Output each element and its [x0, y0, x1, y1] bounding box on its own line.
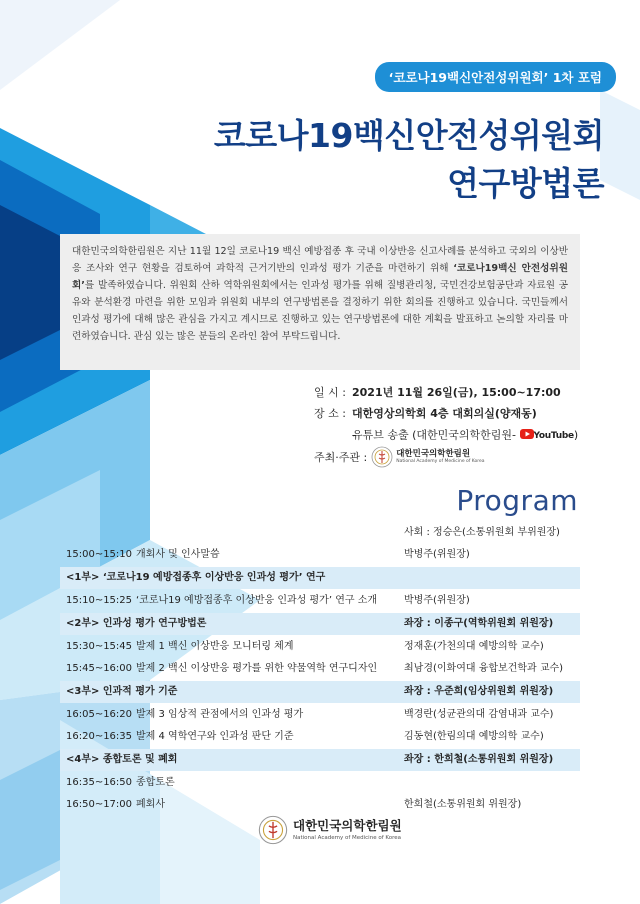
forum-badge: ‘코로나19백신안전성위원회’ 1차 포럼	[375, 62, 616, 92]
footer-logo	[258, 815, 402, 845]
stream-close: )	[573, 428, 579, 442]
program-section-row	[60, 613, 580, 635]
host-name-ko: 대한민국의학한림원	[396, 449, 471, 459]
program-section-row	[60, 681, 580, 703]
stream-value: 유튜브 송출 (대한민국의학한림원-	[352, 428, 517, 442]
session-title: 개회사 및 인사말씀	[136, 549, 220, 560]
youtube-play-icon	[520, 429, 534, 439]
intro-part-1: 대한민국의학한림원은 지난 11월 12일 코로나19 백신 예방접종 후 국내 이상반응 신고사례를 분석하고 국외의 이상반응 조사와 연구 현황을 검토하여 과학적 근거기반의 인과성 평가 기준을 마련하기 위해	[72, 246, 568, 274]
intro-part-2: 를 발족하였습니다. 위원회 산하 역학위원회에서는 인과성 평가를 위해 질병관리청, 국민건강보험공단과 자료원 공유와 분석환경 마련을 위한 모임과 위원회 내부의 연구방법론을 결정하기 위한 회의를 진행하고 있습니다. 국민들께서 인과성 평가에 대해 많은 관심을 가지고 계시므로 진행하고 있는 연구방법론에 대한 계획을 발표하고 논의할 자리를 마련하였습니다. 관심 있는 많은 분들의 온라인 참여 부탁드립니다.	[72, 280, 568, 342]
intro-text-box	[60, 234, 580, 370]
program-table	[60, 522, 580, 816]
program-row	[60, 726, 580, 748]
program-row	[60, 794, 580, 816]
session-title: 종합토론	[136, 777, 175, 788]
host-name-en: National Academy of Medicine of Korea	[396, 459, 485, 464]
youtube-label: YouTube	[533, 431, 574, 441]
date-row	[314, 382, 578, 403]
section-title: <3부> 인과적 평가 기준	[66, 686, 178, 697]
session-time: 16:05~16:20	[66, 709, 133, 720]
session-time: 15:10~15:25	[66, 595, 133, 606]
session-person: 김동현(한림의대 예방의학 교수)	[404, 731, 544, 742]
date-label: 일 시 :	[314, 386, 346, 399]
session-person: 좌장 : 이종구(역학위원회 위원장)	[404, 618, 554, 629]
section-title: <2부> 인과성 평가 연구방법론	[66, 618, 207, 629]
session-person: 좌장 : 한희철(소통위원회 위원장)	[404, 754, 554, 765]
stream-row	[314, 424, 578, 447]
session-time: 15:30~15:45	[66, 641, 133, 652]
venue-value: 대한영상의학회 4층 대회의실(양재동)	[352, 407, 537, 420]
venue-label: 장 소 :	[314, 407, 346, 420]
session-person: 좌장 : 우준희(임상위원회 위원장)	[404, 686, 554, 697]
program-row	[60, 704, 580, 726]
session-title: 발제 2 백신 이상반응 평가를 위한 약물역학 연구디자인	[136, 663, 378, 674]
session-time: 16:20~16:35	[66, 731, 133, 742]
program-section-row	[60, 567, 580, 589]
section-title: <4부> 종합토론 및 폐회	[66, 754, 178, 765]
program-row	[60, 522, 580, 544]
session-person: 박병주(위원장)	[404, 595, 470, 606]
academy-emblem-icon	[371, 446, 393, 468]
session-person: 한희철(소통위원회 위원장)	[404, 799, 522, 810]
date-value: 2021년 11월 26일(금), 15:00~17:00	[352, 386, 561, 399]
session-time: 16:35~16:50	[66, 777, 133, 788]
session-time: 15:00~15:10	[66, 549, 133, 560]
program-row	[60, 590, 580, 612]
session-title: 발제 4 역학연구와 인과성 판단 기준	[136, 731, 294, 742]
program-row	[60, 772, 580, 794]
program-row	[60, 636, 580, 658]
session-time: 15:45~16:00	[66, 663, 133, 674]
page-title	[214, 112, 604, 208]
session-title: ‘코로나19 예방접종후 이상반응 인과성 평가’ 연구 소개	[136, 595, 378, 606]
section-title: <1부> ‘코로나19 예방접종후 이상반응 인과성 평가’ 연구	[66, 572, 326, 583]
program-section-row	[60, 749, 580, 771]
session-person: 박병주(위원장)	[404, 549, 470, 560]
session-title: 발제 1 백신 이상반응 모니터링 체계	[136, 641, 294, 652]
title-line-2: 연구방법론	[447, 164, 604, 203]
session-person: 정재훈(가천의대 예방의학 교수)	[404, 641, 544, 652]
venue-row	[314, 403, 578, 424]
event-info	[314, 382, 578, 447]
program-row	[60, 544, 580, 566]
footer-org-en: National Academy of Medicine of Korea	[293, 835, 401, 841]
session-title: 발제 3 임상적 관점에서의 인과성 평가	[136, 709, 304, 720]
session-person: 백경란(성균관의대 감염내과 교수)	[404, 709, 554, 720]
session-time: 16:50~17:00	[66, 799, 133, 810]
session-title: 폐회사	[136, 799, 165, 810]
academy-emblem-icon	[258, 815, 288, 845]
program-row	[60, 658, 580, 680]
session-person: 최남경(이화여대 융합보건학과 교수)	[404, 663, 564, 674]
title-line-1: 코로나19백신안전성위원회	[213, 116, 604, 155]
host-row	[314, 446, 485, 468]
host-logo	[371, 446, 484, 468]
footer-org-ko: 대한민국의학한림원	[293, 818, 402, 833]
intro-highlight: ‘코로나19백신 안전성위원회’	[72, 263, 568, 291]
session-person: 사회 : 정승은(소통위원회 부위원장)	[404, 527, 560, 538]
youtube-logo[interactable]	[520, 424, 574, 447]
host-label: 주최·주관 :	[314, 451, 368, 464]
program-title: Program	[456, 484, 578, 517]
